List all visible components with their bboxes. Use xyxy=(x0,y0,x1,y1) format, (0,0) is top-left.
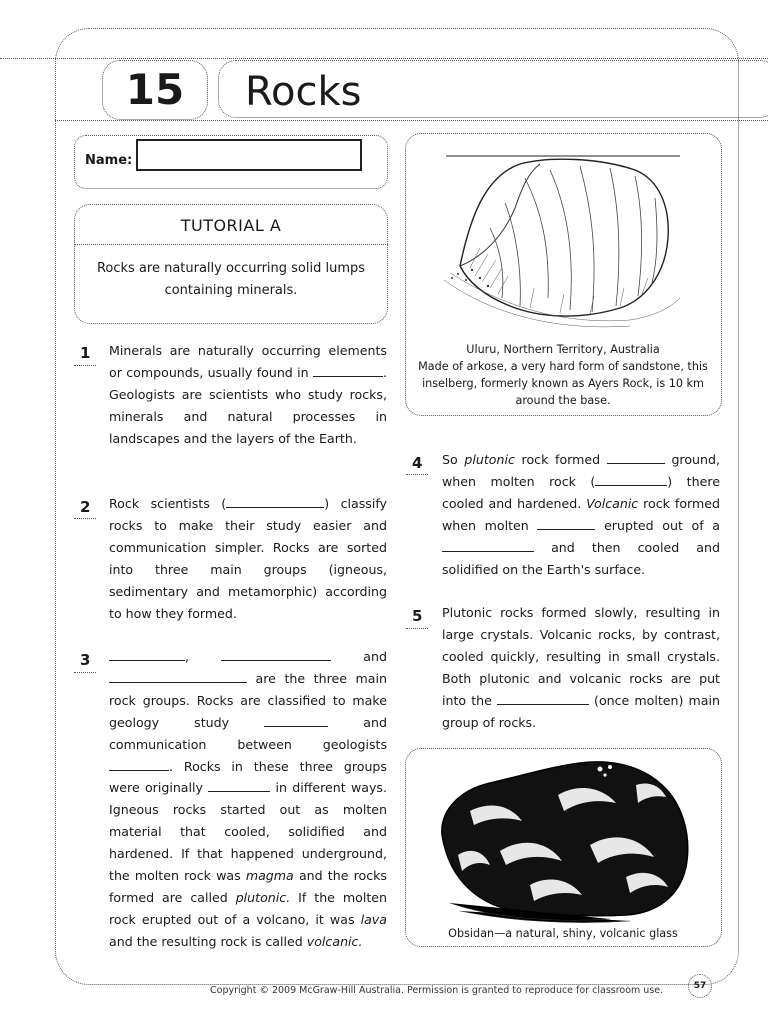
question-3-rule xyxy=(74,672,96,673)
q4-text-3: rock formed xyxy=(521,452,601,467)
q1-blank-1[interactable] xyxy=(313,365,383,377)
q3-text-1: , xyxy=(185,649,190,664)
q3-text-3: are the three main rock groups. Rocks are classified to make geology study xyxy=(109,670,387,730)
copyright-notice: Copyright © 2009 McGraw-Hill Australia. Permission is granted to reproduce for classroom use. xyxy=(210,985,664,996)
q4-text-7: rock formed when molten xyxy=(442,495,720,533)
q3-blank-6[interactable] xyxy=(208,780,270,792)
q1-text-b: . Geologists are scientists who study rocks, minerals and natural processes in landscapes and the layers of the Earth. xyxy=(109,364,387,446)
q3-text-2: and xyxy=(363,649,387,664)
uluru-illustration xyxy=(430,148,696,328)
tutorial-divider xyxy=(74,244,388,245)
page-title: Rocks xyxy=(218,60,768,118)
header-rule-bottom xyxy=(55,120,768,121)
q3-blank-1[interactable] xyxy=(109,649,185,661)
q2-text-a: Rock scientists ( xyxy=(109,496,227,511)
q4-text-4: ground, when molten rock ( xyxy=(442,452,720,489)
page-number: 57 xyxy=(688,974,712,998)
question-1-rule xyxy=(74,365,96,366)
q4-blank-1[interactable] xyxy=(607,452,665,464)
q3-text-4: and communication between geologists xyxy=(109,714,387,752)
q3-blank-2[interactable] xyxy=(221,649,331,661)
question-number-1: 1 xyxy=(80,344,91,362)
q3-text-12: and the resulting rock is called xyxy=(109,933,303,949)
q2-text-b: ) classify rocks to make their study easier and communication simpler. Rocks are sorted into three main groups (igneous, sedimentary and metamorphic) according to how they formed. xyxy=(109,496,387,621)
question-number-2: 2 xyxy=(80,498,91,516)
name-label: Name: xyxy=(85,153,133,168)
question-number-4: 4 xyxy=(412,454,423,472)
q4-term-volcanic: Volcanic xyxy=(586,495,639,511)
question-number-3: 3 xyxy=(80,651,91,669)
q4-blank-3[interactable] xyxy=(537,518,595,530)
question-3-text xyxy=(109,646,387,953)
q3-blank-5[interactable] xyxy=(109,759,169,771)
q3-blank-3[interactable] xyxy=(109,671,247,683)
name-field[interactable] xyxy=(136,139,362,171)
question-1-text xyxy=(109,340,387,450)
q3-text-8: and the rocks formed are called xyxy=(109,868,387,905)
header-rule-top xyxy=(0,58,768,59)
q3-term-lava: lava xyxy=(360,911,387,927)
q5-text-1: Plutonic rocks formed slowly, resulting in large crystals. Volcanic rocks, by contrast, cooled quickly, resulting in small crystals. Both plutonic and volcanic rocks are put into the xyxy=(442,605,720,708)
question-4-rule xyxy=(406,474,428,475)
q4-text-9: and then cooled and solidified on the Earth's surface. xyxy=(442,539,720,577)
uluru-caption-body: Made of arkose, a very hard form of sandstone, this inselberg, formerly known as Ayers Rock, is 10 km around the base. xyxy=(418,360,708,407)
question-5-rule xyxy=(406,628,428,629)
q4-text-5: ) there cooled and hardened. xyxy=(442,473,720,511)
q2-blank-1[interactable] xyxy=(226,496,324,508)
q3-term-volcanic: volcanic. xyxy=(306,933,363,949)
q3-text-6: in different ways. Igneous rocks started out as molten material that cooled, solidified and hardened. If that happened underground, the molten rock was xyxy=(109,780,387,884)
obsidian-caption: Obsidan—a natural, shiny, volcanic glass xyxy=(448,927,678,940)
question-2-rule xyxy=(74,518,96,519)
q3-text-10: If the molten rock erupted out of a volcano, it was xyxy=(109,889,388,927)
q4-text-8: erupted out of a xyxy=(604,517,721,533)
q3-text-5: . Rocks in these three groups were originally xyxy=(109,758,387,796)
q4-term-plutonic: plutonic xyxy=(464,452,515,467)
q3-term-magma: magma xyxy=(245,868,294,884)
q4-blank-2[interactable] xyxy=(595,474,667,486)
tutorial-title: TUTORIAL A xyxy=(180,216,282,235)
tutorial-intro: Rocks are naturally occurring solid lumps containing minerals. xyxy=(96,261,366,298)
q3-term-plutonic: plutonic. xyxy=(235,889,291,905)
question-4-text xyxy=(442,449,720,580)
q5-text-2: (once molten) main group of rocks. xyxy=(442,692,720,730)
uluru-caption-title: Uluru, Northern Territory, Australia xyxy=(466,343,660,356)
obsidian-illustration xyxy=(430,755,698,923)
q3-blank-4[interactable] xyxy=(264,715,328,727)
question-number-5: 5 xyxy=(412,607,423,625)
q5-blank-1[interactable] xyxy=(497,693,589,705)
q4-blank-4[interactable] xyxy=(442,540,534,552)
question-2-text xyxy=(109,493,387,624)
q1-text-a: Minerals are naturally occurring elements or compounds, usually found in xyxy=(109,343,387,380)
q4-text-1: So xyxy=(442,452,458,467)
chapter-number: 15 xyxy=(102,60,208,120)
question-5-text xyxy=(442,602,720,733)
